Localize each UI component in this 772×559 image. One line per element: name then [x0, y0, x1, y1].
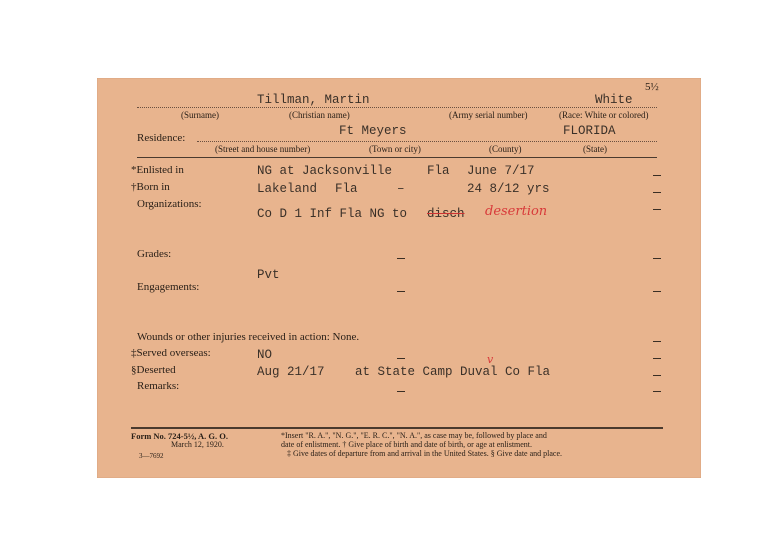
serial-label: (Army serial number) [449, 110, 528, 120]
residence-label: Residence: [137, 132, 186, 144]
header-rule [137, 157, 657, 158]
footer-note-1: *Insert "R. A.", "N. G.", "E. R. C.", "N. A.", as case may be, followed by place and [281, 431, 547, 440]
form-date: March 12, 1920. [171, 440, 224, 449]
residence-town: Ft Meyers [339, 124, 407, 138]
line-dash [653, 209, 661, 210]
line-dash [653, 192, 661, 193]
line-dash [397, 358, 405, 359]
line-dash [653, 391, 661, 392]
line-dash [653, 175, 661, 176]
line-dash [397, 291, 405, 292]
overseas-value: NO [257, 348, 273, 362]
born-state: Fla [335, 182, 358, 196]
footer-rule [131, 427, 663, 429]
line-dash [653, 258, 661, 259]
line-dash [397, 258, 405, 259]
born-label: †Born in [131, 181, 170, 193]
enlisted-label: *Enlisted in [131, 164, 184, 176]
deserted-checkmark: v [487, 353, 494, 366]
born-place: Lakeland [257, 182, 318, 196]
form-code: 3—7692 [139, 452, 164, 460]
deserted-label: §Deserted [131, 364, 176, 376]
grades-label: Grades: [137, 248, 172, 260]
street-label: (Street and house number) [215, 144, 311, 154]
grades-value: Pvt [257, 268, 280, 282]
race-label: (Race: White or colored) [559, 110, 649, 120]
corner-number: 5½ [645, 81, 659, 93]
line-dash [653, 358, 661, 359]
enlisted-where: NG at Jacksonville [257, 164, 393, 178]
race-value: White [595, 93, 633, 107]
name-line [137, 107, 657, 108]
organizations-label: Organizations: [137, 198, 202, 210]
deserted-date: Aug 21/17 [257, 365, 325, 379]
footer-note-2: date of enlistment. † Give place of birth and date of birth, or age at enlistment. [281, 440, 533, 449]
residence-state: FLORIDA [563, 124, 616, 138]
wounds-text: Wounds or other injuries received in action: None. [137, 331, 360, 343]
organizations-red-note: desertion [485, 204, 548, 219]
engagements-label: Engagements: [137, 281, 200, 293]
form-number: Form No. 724-5½, A. G. O. [131, 431, 229, 441]
line-dash [653, 341, 661, 342]
name-value: Tillman, Martin [257, 93, 370, 107]
line-dash [653, 375, 661, 376]
overseas-label: ‡Served overseas: [131, 347, 211, 359]
state-label: (State) [583, 144, 607, 154]
born-age: 24 8/12 yrs [467, 182, 550, 196]
born-dash: – [397, 182, 405, 196]
deserted-place: at State Camp Duval Co Fla [355, 365, 551, 379]
surname-label: (Surname) [181, 110, 219, 120]
county-label: (County) [489, 144, 522, 154]
christian-name-label: (Christian name) [289, 110, 350, 120]
organizations-value: Co D 1 Inf Fla NG to [257, 207, 408, 221]
remarks-label: Remarks: [137, 380, 180, 392]
enlisted-date: June 7/17 [467, 164, 535, 178]
line-dash [653, 291, 661, 292]
residence-line [197, 141, 657, 142]
organizations-struck: disch [427, 207, 465, 221]
town-label: (Town or city) [369, 144, 421, 154]
enlisted-state: Fla [427, 164, 450, 178]
footer-note-3: ‡ Give dates of departure from and arrival in the United States. § Give date and place. [287, 449, 563, 458]
record-card [97, 78, 701, 478]
line-dash [397, 391, 405, 392]
